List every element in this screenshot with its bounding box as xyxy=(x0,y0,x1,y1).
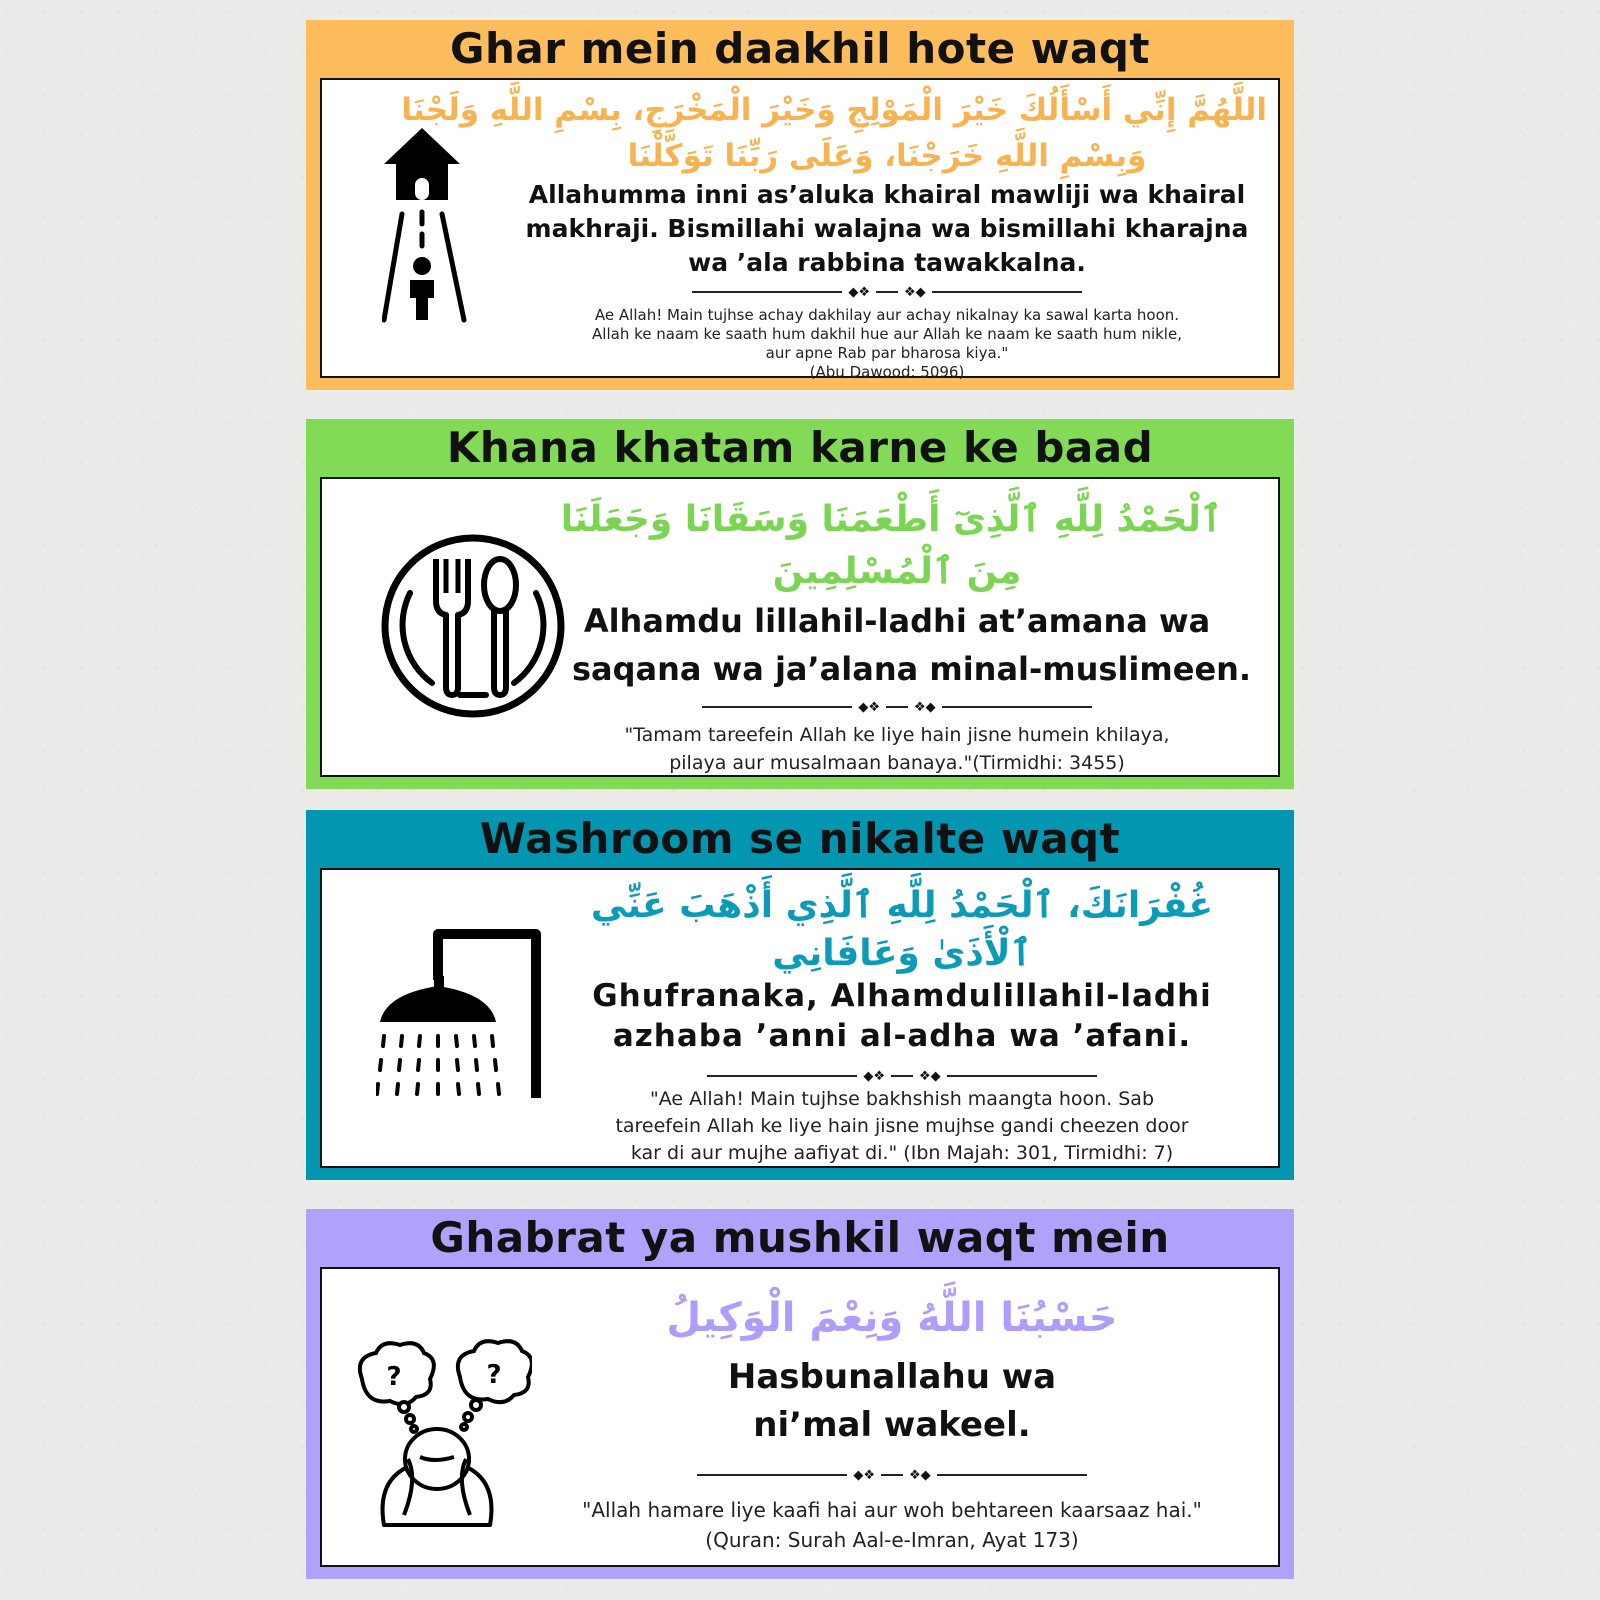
translation-line-1: "Tamam tareefein Allah ke liye hain jisne humein khilaya, xyxy=(624,724,1170,746)
transliteration-line-2: makhraji. Bismillahi walajna wa bismillahi kharajna xyxy=(525,214,1249,243)
ornamental-divider: ◆❖ ❖◆ xyxy=(707,1068,1097,1084)
dua-text-column xyxy=(401,86,1267,382)
svg-text:?: ? xyxy=(386,1362,402,1392)
quran-reference: (Quran: Surah Aal-e-Imran, Ayat 173) xyxy=(705,1528,1079,1552)
arabic-text-line-1: حَسْبُنَا اللَّهُ وَنِعْمَ الْوَكِيلُ xyxy=(666,1295,1118,1341)
dua-card-hardship xyxy=(306,1209,1294,1579)
arabic-text-line-2: مِنَ ٱلْمُسْلِمِينَ xyxy=(772,551,1022,592)
card-body xyxy=(320,477,1280,777)
hadith-reference: (Abu Dawood: 5096) xyxy=(809,363,965,381)
worried-person-thought-bubbles-icon xyxy=(352,1339,532,1533)
arabic-text-line-2: وَبِسْمِ اللَّهِ خَرَجْنَا، وَعَلَى رَبِّنَا تَوَكَّلْنَا xyxy=(627,138,1147,174)
transliteration-line-1: Ghufranaka, Alhamdulillahil-ladhi xyxy=(592,978,1212,1014)
shower-icon xyxy=(376,928,556,1106)
card-body xyxy=(320,1267,1280,1567)
plate-fork-spoon-icon xyxy=(380,533,566,723)
card-title: Khana khatam karne ke baad xyxy=(446,423,1154,472)
transliteration-line-2: azhaba ’anni al-adha wa ’afani. xyxy=(612,1018,1192,1054)
dua-text-column xyxy=(522,1287,1262,1555)
svg-text:?: ? xyxy=(486,1360,502,1390)
ornamental-divider: ◆❖ ❖◆ xyxy=(697,1467,1087,1483)
card-title: Ghar mein daakhil hote waqt xyxy=(450,24,1150,73)
card-title: Washroom se nikalte waqt xyxy=(479,814,1121,863)
ornamental-divider: ◆❖ ❖◆ xyxy=(702,699,1092,715)
transliteration-line-1: Alhamdu lillahil-ladhi at’amana wa xyxy=(583,602,1211,640)
card-body xyxy=(320,868,1280,1168)
translation-line-1: "Ae Allah! Main tujhse bakhshish maangta hoon. Sab xyxy=(649,1088,1155,1110)
house-road-person-icon xyxy=(382,128,492,332)
dua-card-after-eating xyxy=(306,419,1294,789)
arabic-text-line-1: اللَّهُمَّ إِنِّي أَسْأَلُكَ خَيْرَ الْمَوْلِجِ وَخَيْرَ الْمَخْرَجِ، بِسْمِ اللَّهِ وَلَجْنَا xyxy=(401,92,1267,128)
arabic-text-line-1: ٱلْحَمْدُ لِلَّهِ ٱلَّذِىٓ أَطْعَمَنَا وَسَقَانَا وَجَعَلَنَا xyxy=(560,499,1222,540)
translation-line-1: Ae Allah! Main tujhse achay dakhilay aur achay nikalnay ka sawal karta hoon. xyxy=(594,306,1180,324)
translation-line-2: Allah ke naam ke saath hum dakhil hue aur Allah ke naam ke saath hum nikle, xyxy=(592,325,1182,343)
ornamental-divider: ◆❖ ❖◆ xyxy=(692,284,1082,300)
dua-text-column xyxy=(572,880,1232,1167)
translation-line-2: tareefein Allah ke liye hain jisne mujhse gandi cheezen door xyxy=(615,1115,1189,1137)
arabic-text-line-2: ٱلْأَذَىٰ وَعَافَانِي xyxy=(772,933,1032,974)
translation-line-3: kar di aur mujhe aafiyat di." (Ibn Majah: 301, Tirmidhi: 7) xyxy=(630,1142,1174,1164)
dua-text-column xyxy=(560,493,1252,777)
transliteration-line-2: ni’mal wakeel. xyxy=(753,1405,1031,1445)
card-body xyxy=(320,78,1280,381)
arabic-text-line-1: غُفْرَانَكَ، ٱلْحَمْدُ لِلَّهِ ٱلَّذِي أَذْهَبَ عَنِّي xyxy=(590,885,1214,926)
transliteration-line-3: wa ’ala rabbina tawakkalna. xyxy=(688,248,1086,277)
dua-card-leaving-washroom xyxy=(306,810,1294,1180)
translation-line-3: aur apne Rab par bharosa kiya." xyxy=(765,344,1009,362)
transliteration-line-1: Hasbunallahu wa xyxy=(727,1357,1057,1397)
transliteration-line-1: Allahumma inni as’aluka khairal mawliji wa khairal xyxy=(528,180,1246,209)
card-title: Ghabrat ya mushkil waqt mein xyxy=(430,1213,1170,1262)
dua-card-entering-home xyxy=(306,20,1294,390)
translation-line-1: "Allah hamare liye kaafi hai aur woh behtareen kaarsaaz hai." xyxy=(582,1498,1202,1522)
transliteration-line-2: saqana wa ja’alana minal-muslimeen. xyxy=(572,650,1252,688)
translation-line-2: pilaya aur musalmaan banaya."(Tirmidhi: 3455) xyxy=(669,752,1125,774)
